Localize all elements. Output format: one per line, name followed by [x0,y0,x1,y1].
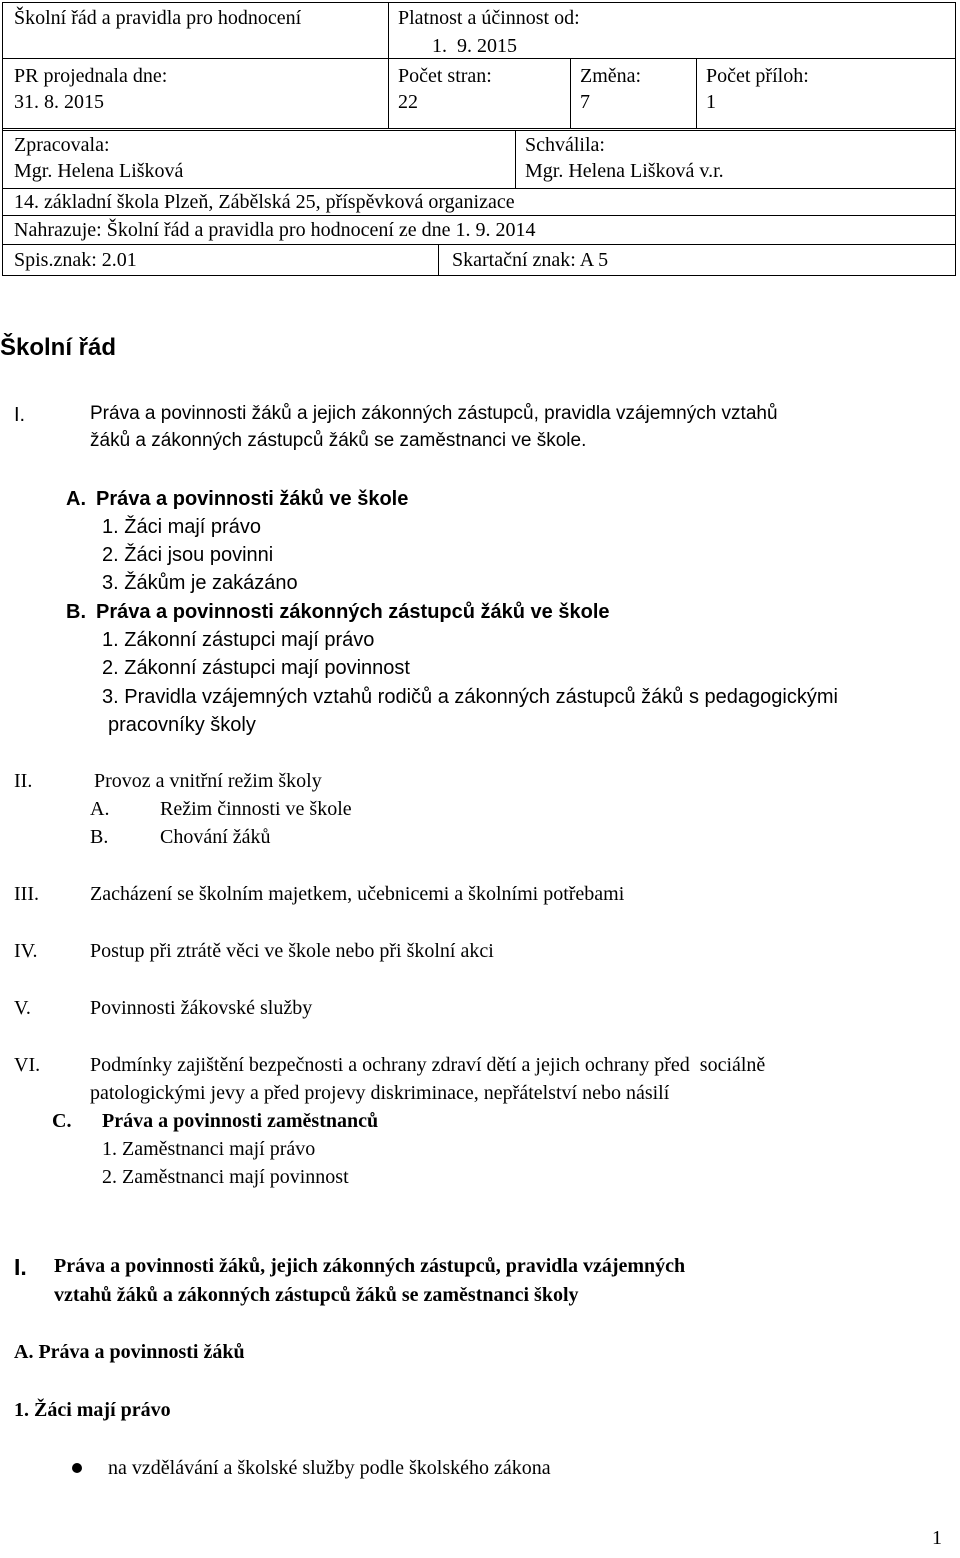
toc-section-number: III. [14,883,39,905]
toc-subsection-letter: A. [66,488,86,510]
toc-section-number: IV. [14,940,38,962]
attachments-label: Počet příloh: [706,65,809,87]
subsection-item-heading: 1. Žáci mají právo [14,1399,171,1421]
pages-label: Počet stran: [398,65,492,87]
change-label: Změna: [580,65,642,87]
validity-date: 1. 9. 2015 [432,35,517,57]
toc-subsection-letter: A. [90,798,110,820]
toc-section-number: VI. [14,1054,41,1076]
prepared-label: Zpracovala: [14,134,110,156]
section-number: I. [14,1254,27,1280]
document-name: Školní řád a pravidla pro hodnocení [14,7,302,29]
toc-section-title: žáků a zákonných zástupců žáků se zaměstnanci ve škole. [90,430,587,451]
list-item: na vzdělávání a školské služby podle školského zákona [108,1457,551,1479]
toc-item: 1. Zákonní zástupci mají právo [102,629,375,651]
toc-section-title: Zacházení se školním majetkem, učebnicemi a školními potřebami [90,883,625,905]
toc-subsection-letter: B. [90,826,109,848]
toc-item: 2. Zaměstnanci mají povinnost [102,1166,349,1188]
section-heading: vztahů žáků a zákonných zástupců žáků se zaměstnanci školy [54,1284,579,1306]
page-number: 1 [932,1527,942,1549]
toc-section-number: II. [14,770,33,792]
toc-section-title: Povinnosti žákovské služby [90,997,313,1019]
file-code: Spis.znak: 2.01 [14,249,137,271]
toc-item: 1. Žáci mají právo [102,516,261,538]
shredding-code: Skartační znak: A 5 [452,249,609,271]
toc-section-title: Práva a povinnosti žáků a jejich zákonných zástupců, pravidla vzájemných vztahů [90,403,778,424]
toc-subsection-title: Práva a povinnosti zákonných zástupců žáků ve škole [96,601,610,623]
pr-label: PR projednala dne: [14,65,168,87]
school-name: 14. základní škola Plzeň, Zábělská 25, příspěvková organizace [14,191,515,213]
toc-section-number: I. [14,404,26,426]
toc-item: 1. Zaměstnanci mají právo [102,1138,316,1160]
toc-subsection-title: Chování žáků [160,826,271,848]
toc-item: 3. Pravidla vzájemných vztahů rodičů a zákonných zástupců žáků s pedagogickými [102,686,838,708]
toc-subsection-title: Práva a povinnosti zaměstnanců [102,1110,379,1132]
approved-name: Mgr. Helena Lišková v.r. [525,160,724,182]
toc-item: 2. Žáci jsou povinni [102,544,274,566]
toc-subsection-title: Práva a povinnosti žáků ve škole [96,488,409,510]
page-title: Školní řád [0,334,117,361]
approved-label: Schválila: [525,134,605,156]
change-number: 7 [580,91,590,113]
toc-subsection-letter: B. [66,601,86,623]
replaces-note: Nahrazuje: Školní řád a pravidla pro hodnocení ze dne 1. 9. 2014 [14,219,536,241]
toc-section-title: Podmínky zajištění bezpečnosti a ochrany zdraví dětí a jejich ochrany před sociálně [90,1054,766,1076]
pr-date: 31. 8. 2015 [14,91,104,113]
bullet-icon [72,1463,82,1473]
toc-section-title: Postup při ztrátě věci ve škole nebo při školní akci [90,940,494,962]
section-heading: Práva a povinnosti žáků, jejich zákonných zástupců, pravidla vzájemných [54,1255,686,1277]
toc-section-number: V. [14,997,31,1019]
attachments-count: 1 [706,91,716,113]
subsection-heading: A. Práva a povinnosti žáků [14,1341,245,1363]
toc-section-title: Provoz a vnitřní režim školy [94,770,322,792]
prepared-name: Mgr. Helena Lišková [14,160,184,182]
toc-subsection-title: Režim činnosti ve škole [160,798,352,820]
validity-label: Platnost a účinnost od: [398,7,580,29]
toc-item: pracovníky školy [108,714,256,736]
pages-count: 22 [398,91,418,113]
toc-section-title: patologickými jevy a před projevy diskriminace, nepřátelství nebo násilí [90,1082,670,1104]
toc-item: 2. Zákonní zástupci mají povinnost [102,657,410,679]
toc-subsection-letter: C. [52,1110,72,1132]
toc-item: 3. Žákům je zakázáno [102,572,298,594]
